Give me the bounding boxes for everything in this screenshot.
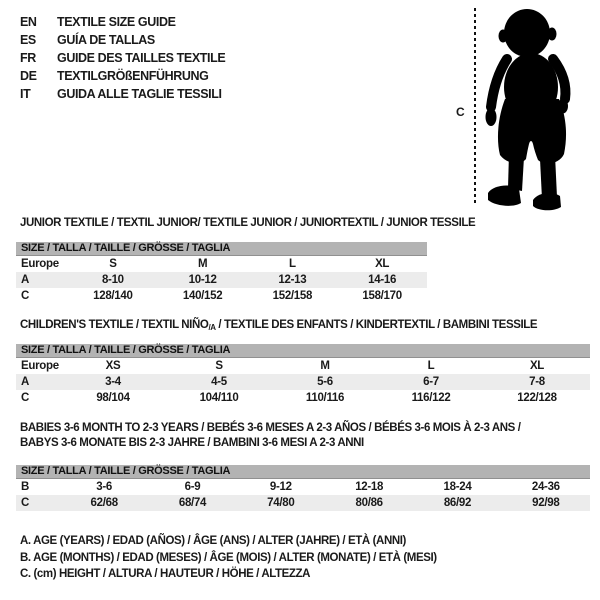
language-code: FR xyxy=(20,51,36,65)
children-title-text: / TEXTILE DES ENFANTS / KINDERTEXTIL / BAMBINI TESSILE xyxy=(215,319,538,331)
size-header-bar: SIZE / TALLA / TAILLE / GRÖSSE / TAGLIA xyxy=(16,242,427,256)
cell: 6-9 xyxy=(184,481,201,493)
legend xyxy=(20,533,437,583)
cell: 104/110 xyxy=(199,392,239,404)
height-measure-label: C xyxy=(456,105,465,119)
cell: 10-12 xyxy=(188,274,217,286)
cell: 110/116 xyxy=(305,392,345,404)
cell: 12-13 xyxy=(278,274,307,286)
table-row xyxy=(16,256,427,272)
height-measure-dotted-line xyxy=(474,8,476,206)
language-row xyxy=(20,13,225,31)
cell: M xyxy=(320,360,330,372)
cell: 68/74 xyxy=(178,497,207,509)
language-code: IT xyxy=(20,87,31,101)
cell: 3-6 xyxy=(96,481,113,493)
row-label: A xyxy=(21,376,30,388)
table-row xyxy=(16,390,590,406)
junior-table xyxy=(16,256,427,304)
toddler-silhouette-icon xyxy=(483,7,576,212)
size-header-bar: SIZE / TALLA / TAILLE / GRÖSSE / TAGLIA xyxy=(16,344,590,358)
language-code: EN xyxy=(20,15,37,29)
babies-title-line1: BABIES 3-6 MONTH TO 2-3 YEARS / BEBÉS 3-6 MESES A 2-3 AÑOS / BÉBÉS 3-6 MOIS À 2-3 ANS / xyxy=(20,422,521,434)
children-table xyxy=(16,358,590,406)
language-label: GUIDE DES TAILLES TEXTILE xyxy=(57,51,226,65)
cell: 3-4 xyxy=(105,376,121,388)
children-title-sub: /A xyxy=(208,323,216,332)
size-header-bar: SIZE / TALLA / TAILLE / GRÖSSE / TAGLIA xyxy=(16,465,590,479)
cell: L xyxy=(289,258,296,270)
cell: 6-7 xyxy=(423,376,439,388)
language-row xyxy=(20,49,225,67)
cell: 62/68 xyxy=(90,497,118,509)
cell: S xyxy=(215,360,223,372)
language-code: ES xyxy=(20,33,36,47)
cell: XL xyxy=(375,258,390,270)
cell: XS xyxy=(105,360,121,372)
row-label: B xyxy=(21,481,30,493)
babies-size-table xyxy=(16,465,590,511)
language-row xyxy=(20,85,225,103)
table-row xyxy=(16,479,590,495)
junior-size-table xyxy=(16,242,427,304)
cell: 7-8 xyxy=(529,376,545,388)
cell: 80/86 xyxy=(355,497,383,509)
language-code: DE xyxy=(20,69,37,83)
table-row xyxy=(16,288,427,304)
cell: 74/80 xyxy=(267,497,295,509)
babies-table-title xyxy=(20,421,521,451)
cell: 98/104 xyxy=(96,392,130,404)
table-row xyxy=(16,374,590,390)
children-size-table xyxy=(16,344,590,406)
cell: 158/170 xyxy=(362,290,402,302)
language-label: TEXTILGRÖßENFÜHRUNG xyxy=(57,69,209,83)
cell: 24-36 xyxy=(531,481,560,493)
table-row xyxy=(16,272,427,288)
cell: 14-16 xyxy=(368,274,397,286)
cell: XL xyxy=(529,360,545,372)
cell: 86/92 xyxy=(443,497,472,509)
cell: 9-12 xyxy=(269,481,292,493)
cell: 116/122 xyxy=(411,392,451,404)
row-label: C xyxy=(21,392,30,404)
language-title-list xyxy=(20,13,225,103)
language-row xyxy=(20,67,225,85)
cell: 5-6 xyxy=(317,376,333,388)
language-row xyxy=(20,31,225,49)
row-label: C xyxy=(21,497,30,509)
cell: 152/158 xyxy=(272,290,313,302)
legend-item-c: C. (cm) HEIGHT / ALTURA / HAUTEUR / HÖHE / ALTEZZA xyxy=(20,568,311,580)
cell: 8-10 xyxy=(101,274,124,286)
legend-item-a: A. AGE (YEARS) / EDAD (AÑOS) / ÂGE (ANS) / ALTER (JAHRE) / ETÀ (ANNI) xyxy=(20,535,406,547)
cell: 12-18 xyxy=(355,481,384,493)
cell: S xyxy=(109,258,117,270)
cell: 122/128 xyxy=(517,392,557,404)
language-label: TEXTILE SIZE GUIDE xyxy=(57,15,176,29)
cell: M xyxy=(197,258,208,270)
row-label: Europe xyxy=(21,360,59,372)
cell: 128/140 xyxy=(93,290,133,302)
babies-title-line2: BABYS 3-6 MONATE BIS 2-3 JAHRE / BAMBINI 3-6 MESI A 2-3 ANNI xyxy=(20,437,364,449)
babies-table xyxy=(16,479,590,511)
cell: 18-24 xyxy=(443,481,472,493)
cell: 4-5 xyxy=(211,376,227,388)
language-label: GUÍA DE TALLAS xyxy=(57,33,155,47)
children-table-title xyxy=(20,318,537,335)
table-row xyxy=(16,358,590,374)
children-title-text: CHILDREN'S TEXTILE / TEXTIL NIÑO xyxy=(20,319,209,331)
table-row xyxy=(16,495,590,511)
row-label: C xyxy=(21,290,30,302)
cell: 92/98 xyxy=(532,497,560,509)
language-label: GUIDA ALLE TAGLIE TESSILI xyxy=(57,87,222,101)
cell: 140/152 xyxy=(182,290,223,302)
cell: L xyxy=(427,360,435,372)
row-label: Europe xyxy=(21,258,59,270)
row-label: A xyxy=(21,274,30,286)
legend-item-b: B. AGE (MONTHS) / EDAD (MESES) / ÂGE (MOIS) / ALTER (MONATE) / ETÀ (MESI) xyxy=(20,551,437,564)
junior-table-title: JUNIOR TEXTILE / TEXTIL JUNIOR/ TEXTILE JUNIOR / JUNIORTEXTIL / JUNIOR TESSILE xyxy=(20,217,476,229)
